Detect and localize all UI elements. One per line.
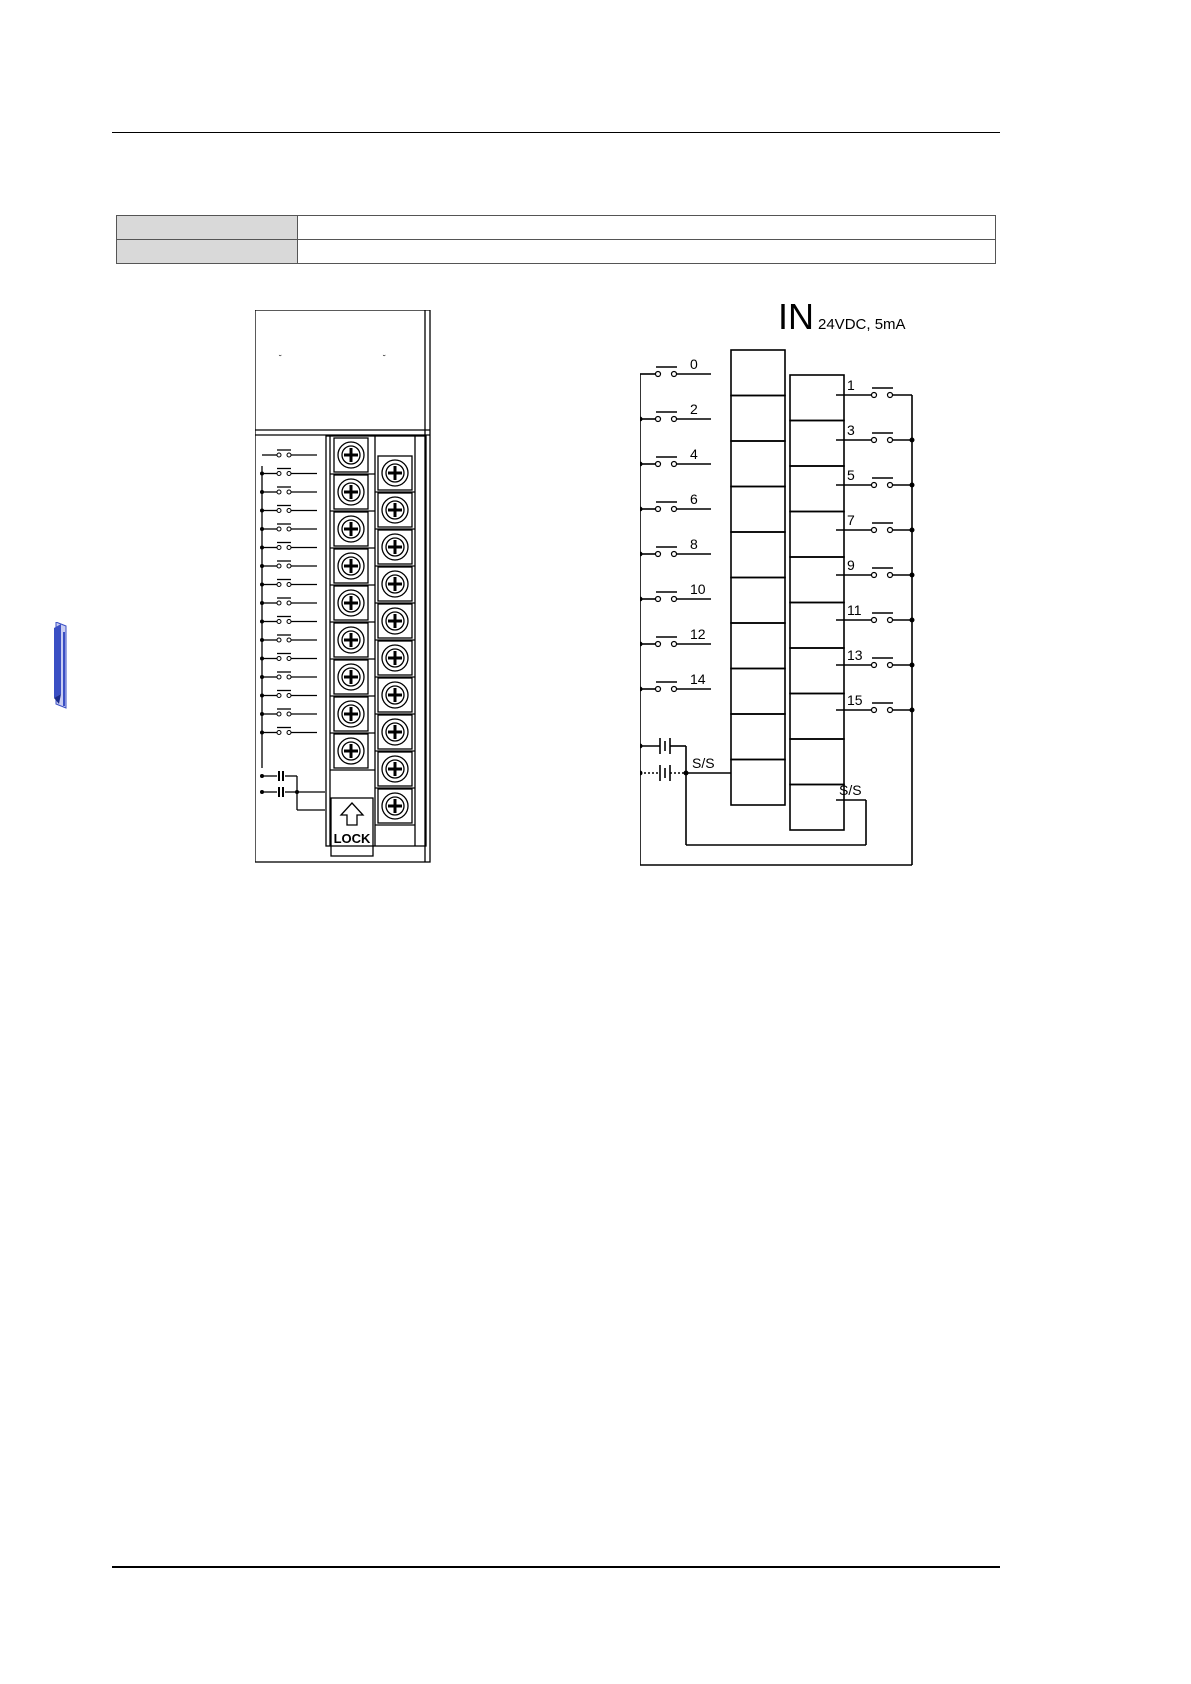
- terminal-block: [731, 669, 785, 715]
- table-value-cell: [298, 240, 996, 264]
- switch-contact: [656, 642, 661, 647]
- junction-dot: [260, 675, 264, 679]
- junction-dot: [260, 712, 264, 716]
- switch-contact: [672, 417, 677, 422]
- switch-contact: [888, 483, 893, 488]
- junction-dot: [910, 573, 915, 578]
- in-label: IN: [778, 296, 814, 337]
- common-label-right: S/S: [839, 782, 862, 798]
- input-label: 13: [847, 647, 863, 663]
- switch-contact: [277, 694, 281, 698]
- switch-contact: [672, 552, 677, 557]
- switch-contact: [277, 490, 281, 494]
- switch-contact: [277, 712, 281, 716]
- terminal-block: [790, 466, 844, 512]
- terminal-block: [790, 557, 844, 603]
- switch-contact: [872, 708, 877, 713]
- switch-contact: [277, 546, 281, 550]
- junction-dot: [260, 472, 264, 476]
- switch-contact: [287, 712, 291, 716]
- input-label: 3: [847, 422, 855, 438]
- terminal-block: [790, 512, 844, 558]
- switch-contact: [672, 372, 677, 377]
- junction-dot: [260, 731, 264, 735]
- input-label: 11: [847, 602, 862, 618]
- terminal-block: [790, 421, 844, 467]
- switch-contact: [287, 509, 291, 513]
- switch-contact: [277, 509, 281, 513]
- switch-contact: [277, 731, 281, 735]
- switch-contact: [277, 564, 281, 568]
- terminal-block: [731, 714, 785, 760]
- junction-dot: [260, 620, 264, 624]
- table-label-cell: [117, 240, 298, 264]
- switch-contact: [888, 393, 893, 398]
- lock-tab: [331, 798, 373, 856]
- junction-dot: [260, 790, 264, 794]
- rating-label: 24VDC, 5mA: [818, 316, 906, 333]
- switch-contact: [656, 597, 661, 602]
- terminal-block: [731, 760, 785, 806]
- switch-contact: [888, 438, 893, 443]
- switch-contact: [872, 483, 877, 488]
- input-label: 0: [690, 356, 698, 372]
- input-label: 10: [690, 581, 706, 597]
- terminal-block: [731, 623, 785, 669]
- terminal-module-drawing: [255, 310, 435, 870]
- input-label: 5: [847, 467, 855, 483]
- switch-contact: [872, 393, 877, 398]
- input-label: 9: [847, 557, 855, 573]
- switch-contact: [277, 453, 281, 457]
- junction-dot: [260, 657, 264, 661]
- switch-contact: [888, 663, 893, 668]
- terminal-block: [731, 578, 785, 624]
- table-row: [117, 216, 996, 240]
- wiring-diagram: [640, 295, 925, 880]
- switch-contact: [656, 687, 661, 692]
- switch-contact: [277, 472, 281, 476]
- switch-contact: [287, 638, 291, 642]
- switch-contact: [277, 527, 281, 531]
- switch-contact: [287, 546, 291, 550]
- terminal-block: [790, 739, 844, 785]
- input-label: 4: [690, 446, 698, 462]
- switch-contact: [656, 372, 661, 377]
- switch-contact: [672, 462, 677, 467]
- switch-contact: [656, 462, 661, 467]
- switch-contact: [672, 642, 677, 647]
- terminal-block: [790, 694, 844, 740]
- terminal-block: [790, 648, 844, 694]
- junction-dot: [910, 708, 915, 713]
- terminal-block: [731, 532, 785, 578]
- switch-contact: [287, 472, 291, 476]
- junction-dot: [260, 509, 264, 513]
- switch-contact: [287, 601, 291, 605]
- pencil-icon: [52, 622, 72, 712]
- junction-dot: [260, 638, 264, 642]
- terminal-block: [790, 603, 844, 649]
- terminal-block: [731, 487, 785, 533]
- switch-contact: [287, 694, 291, 698]
- junction-dot: [910, 438, 915, 443]
- switch-contact: [287, 675, 291, 679]
- switch-contact: [277, 638, 281, 642]
- switch-contact: [287, 527, 291, 531]
- input-label: 8: [690, 536, 698, 552]
- switch-contact: [872, 618, 877, 623]
- terminal-block: [731, 396, 785, 442]
- switch-contact: [656, 552, 661, 557]
- switch-contact: [287, 657, 291, 661]
- lock-label: LOCK: [333, 831, 371, 846]
- table-label-cell: [117, 216, 298, 240]
- switch-contact: [888, 708, 893, 713]
- spec-table: [116, 215, 996, 264]
- switch-contact: [287, 490, 291, 494]
- junction-dot: [910, 483, 915, 488]
- switch-contact: [277, 657, 281, 661]
- terminal-block: [731, 441, 785, 487]
- switch-contact: [872, 438, 877, 443]
- footer-rule: [112, 1566, 1000, 1568]
- switch-contact: [656, 417, 661, 422]
- junction-dot: [260, 694, 264, 698]
- input-label: 1: [847, 377, 855, 393]
- switch-contact: [872, 528, 877, 533]
- junction-dot: [260, 527, 264, 531]
- terminal-block: [790, 375, 844, 421]
- switch-contact: [277, 583, 281, 587]
- terminal-block: [790, 785, 844, 831]
- junction-dot: [260, 546, 264, 550]
- junction-dot: [260, 583, 264, 587]
- switch-contact: [287, 731, 291, 735]
- switch-contact: [287, 453, 291, 457]
- cover-mark: ˘: [383, 354, 386, 363]
- header-rule: [112, 132, 1000, 133]
- junction-dot: [260, 774, 264, 778]
- switch-contact: [287, 620, 291, 624]
- switch-contact: [287, 564, 291, 568]
- input-label: 12: [690, 626, 706, 642]
- switch-contact: [888, 618, 893, 623]
- switch-contact: [287, 583, 291, 587]
- switch-contact: [672, 597, 677, 602]
- input-label: 14: [690, 671, 706, 687]
- cover-mark: ˘: [279, 354, 282, 363]
- switch-contact: [277, 620, 281, 624]
- junction-dot: [910, 528, 915, 533]
- input-label: 7: [847, 512, 855, 528]
- table-value-cell: [298, 216, 996, 240]
- switch-contact: [888, 528, 893, 533]
- switch-contact: [872, 663, 877, 668]
- switch-contact: [672, 687, 677, 692]
- switch-contact: [277, 601, 281, 605]
- table-row: [117, 240, 996, 264]
- junction-dot: [260, 490, 264, 494]
- junction-dot: [260, 564, 264, 568]
- input-label: 6: [690, 491, 698, 507]
- terminal-block: [731, 350, 785, 396]
- switch-contact: [672, 507, 677, 512]
- junction-dot: [260, 601, 264, 605]
- input-label: 2: [690, 401, 698, 417]
- switch-contact: [872, 573, 877, 578]
- switch-contact: [277, 675, 281, 679]
- arrow-up-icon: [341, 803, 363, 825]
- input-label: 15: [847, 692, 863, 708]
- switch-contact: [656, 507, 661, 512]
- junction-dot: [910, 618, 915, 623]
- switch-contact: [888, 573, 893, 578]
- junction-dot: [910, 663, 915, 668]
- common-label-left: S/S: [692, 755, 715, 771]
